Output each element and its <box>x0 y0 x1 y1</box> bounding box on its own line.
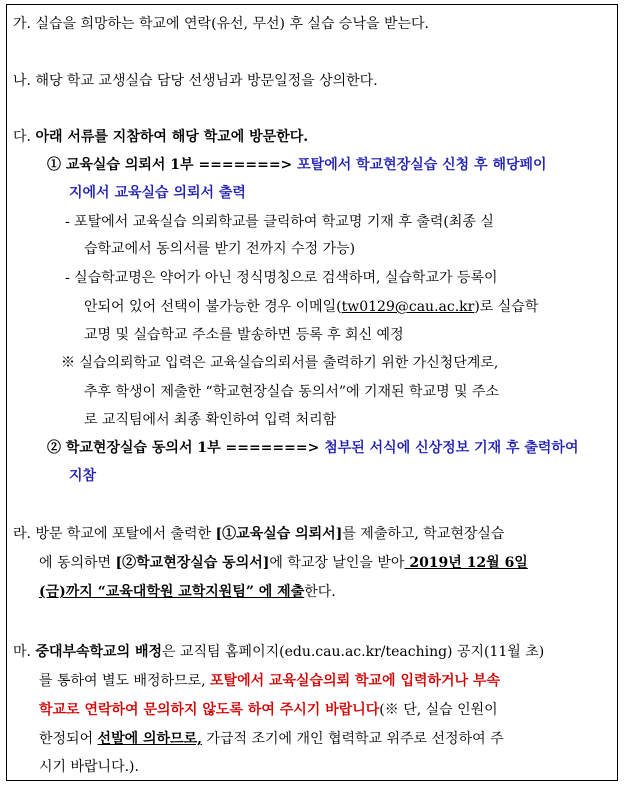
section-ga-marker: 가. <box>13 16 31 32</box>
item1-dash2-line3: 교명 및 실습학교 주소를 발송하면 등록 후 회신 예정 <box>84 327 404 343</box>
section-ma-line5: 시기 바랍니다.). <box>39 759 139 775</box>
section-ra-line2b: [②학교현장실습 동의서] <box>115 555 270 571</box>
section-ra-line1 <box>13 524 504 544</box>
item1-dash2-line2b: )로 실습학 <box>474 299 539 315</box>
item2-number: ② <box>47 440 61 456</box>
reference-mark-icon: ※ <box>61 355 75 371</box>
item1-heading <box>47 155 547 175</box>
item2-arrow: =======> <box>225 440 320 456</box>
item2-blue-line1: 첨부된 서식에 신상정보 기재 후 출력하여 <box>319 440 579 456</box>
section-ma-line3b: (※ 단, 실습 인원이 <box>379 702 498 718</box>
section-na <box>13 71 378 91</box>
item1-blue-line2: 지에서 교육실습 의뢰서 출력 <box>69 185 246 201</box>
section-da <box>13 127 308 147</box>
section-ga-text: 실습을 희망하는 학교에 연락(유선, 무선) 후 실습 승낙을 받는다. <box>35 16 429 32</box>
section-da-marker: 다. <box>13 129 31 145</box>
section-ma-line3a: 학교로 연락하여 문의하지 않도록 하여 주시기 바랍니다 <box>39 702 380 718</box>
section-ma-line4b: 선발에 의하므로, <box>97 731 202 747</box>
item1-dash2-line2 <box>84 297 538 317</box>
item1-dash2-line2a: 안되어 있어 선택이 불가능한 경우 이메일( <box>84 299 342 315</box>
section-ra-line1c: 를 제출하고, 학교현장실습 <box>342 526 505 542</box>
section-da-text: 아래 서류를 지참하여 해당 학교에 방문한다. <box>35 129 309 145</box>
item1-note-line1 <box>61 353 498 373</box>
section-ma-line3 <box>39 700 498 720</box>
item1-title: 교육실습 의뢰서 1부 <box>65 157 199 173</box>
item1-note-line3: 로 교직팀에서 최종 확인하여 입력 처리함 <box>84 412 337 428</box>
section-ra-line1a: 방문 학교에 포탈에서 출력한 <box>35 526 216 542</box>
item1-dash1-line1: - 포탈에서 교육실습 의뢰학교를 클릭하여 학교명 기재 후 출력(최종 실 <box>65 214 494 230</box>
item2-title: 학교현장실습 동의서 1부 <box>65 440 226 456</box>
section-ra-marker: 라. <box>13 526 31 542</box>
section-ma-line2a: 를 통하여 별도 배정하므로, <box>39 673 211 689</box>
section-ra-line3 <box>39 582 336 602</box>
section-ma-line4a: 한정되어 <box>39 731 98 747</box>
section-ra-line2a: 에 동의하면 <box>39 555 116 571</box>
section-ma-line2b: 포탈에서 교육실습의뢰 학교에 입력하거나 부속 <box>210 673 500 689</box>
section-ma-line2 <box>39 671 500 691</box>
section-ma-marker: 마. <box>13 644 31 660</box>
item1-note-line2: 추후 학생이 제출한 “학교현장실습 동의서”에 기재된 학교명 및 주소 <box>84 384 500 400</box>
item1-note-text1: 실습의뢰학교 입력은 교육실습의뢰서를 출력하기 위한 가신청단계로, <box>79 355 499 371</box>
item1-dash2-line1: - 실습학교명은 약어가 아닌 정식명칭으로 검색하며, 실습학교가 등록이 <box>65 270 498 286</box>
section-ra-deadline-date: 2019년 12월 6일 <box>404 555 528 571</box>
section-na-text: 해당 학교 교생실습 담당 선생님과 방문일정을 상의한다. <box>35 73 378 89</box>
item1-number: ① <box>47 157 61 173</box>
section-ga <box>13 14 429 34</box>
section-ma-line1 <box>13 642 544 662</box>
item1-arrow: =======> <box>198 157 293 173</box>
section-ra-line2c: 에 학교장 날인을 받아 <box>269 555 405 571</box>
section-ma-line4c: 가급적 조기에 개인 협력학교 위주로 선정하여 주 <box>201 731 504 747</box>
section-ra-line1b: [①교육실습 의뢰서] <box>215 526 343 542</box>
item1-blue-line1: 포탈에서 학교현장실습 신청 후 해당페이 <box>292 157 547 173</box>
section-ra-line3b: 한다. <box>304 584 336 600</box>
section-ra-deadline-target: (금)까지 “교육대학원 교학지원팀” 에 제출 <box>39 584 305 600</box>
item1-dash1-line2: 습학교에서 동의서를 받기 전까지 수정 가능) <box>84 241 356 257</box>
section-na-marker: 나. <box>13 73 31 89</box>
item2-heading <box>47 438 578 458</box>
item2-blue-line2: 지참 <box>69 468 97 484</box>
section-ma-line4 <box>39 729 504 749</box>
document-frame <box>6 4 618 781</box>
section-ma-line1b: 은 교직팀 홈페이지(edu.cau.ac.kr/teaching) 공지(11월 초) <box>162 644 545 660</box>
section-ra-line2 <box>39 553 528 573</box>
section-ma-line1a: 중대부속학교의 배정 <box>35 644 163 660</box>
email-link[interactable]: tw0129@cau.ac.kr <box>341 299 475 315</box>
